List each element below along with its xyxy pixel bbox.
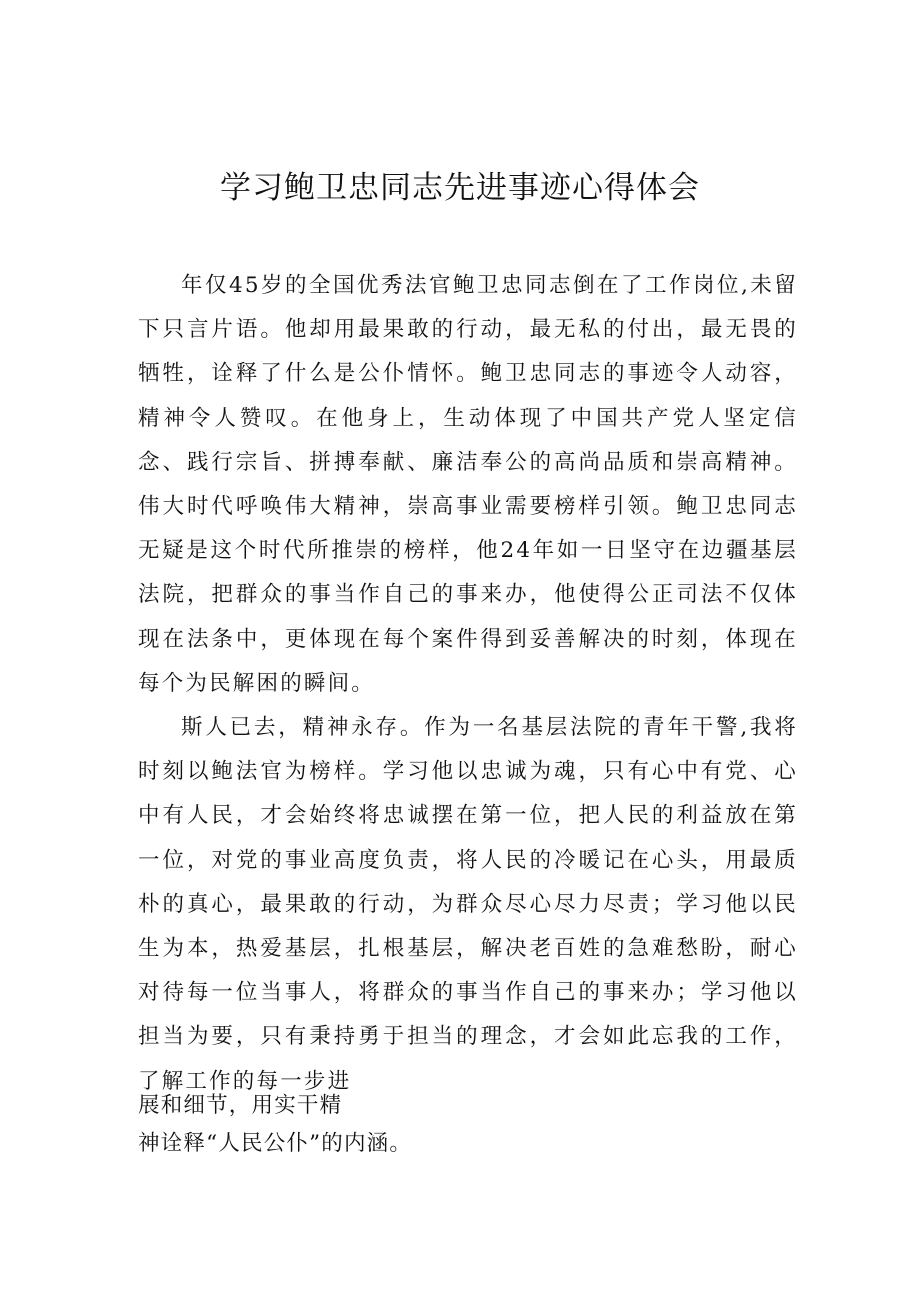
closing-lines — [138, 1087, 798, 1163]
closing-line-1: 展和细节，用实干精 — [138, 1093, 343, 1118]
document-title: 学习鲍卫忠同志先进事迹心得体会 — [220, 170, 700, 206]
closing-line-2: 神诠释“人民公仆”的内涵。 — [138, 1131, 413, 1156]
document-body — [138, 264, 798, 1104]
paragraph-2: 斯人已去，精神永存。作为一名基层法院的青年干警,我将时刻以鲍法官为榜样。学习他以忠诚为魂，只有心中有党、心中有人民，才会始终将忠诚摆在第一位，把人民的利益放在第一位，对党的事业高度负责，将人民的冷暖记在心头，用最质朴的真心，最果敢的行动，为群众尽心尽力尽责；学习他以民生为本，热爱基层，扎根基层，解决老百姓的急难愁盼，耐心对待每一位当事人，将群众的事当作自己的事来办；学习他以担当为要，只有秉持勇于担当的理念，才会如此忘我的工作，了解工作的每一步进 — [138, 715, 798, 1094]
paragraph-1: 年仅45岁的全国优秀法官鲍卫忠同志倒在了工作岗位,未留下只言片语。他却用最果敢的行动，最无私的付出，最无畏的牺牲，诠释了什么是公仆情怀。鲍卫忠同志的事迹令人动容，精神令人赞叹。在他身上，生动体现了中国共产党人坚定信念、践行宗旨、拼搏奉献、廉洁奉公的高尚品质和崇高精神。伟大时代呼唤伟大精神，崇高事业需要榜样引领。鲍卫忠同志无疑是这个时代所推崇的榜样，他24年如一日坚守在边疆基层法院，把群众的事当作自己的事来办，他使得公正司法不仅体现在法条中，更体现在每个案件得到妥善解决的时刻，体现在每个为民解困的瞬间。 — [138, 273, 798, 696]
